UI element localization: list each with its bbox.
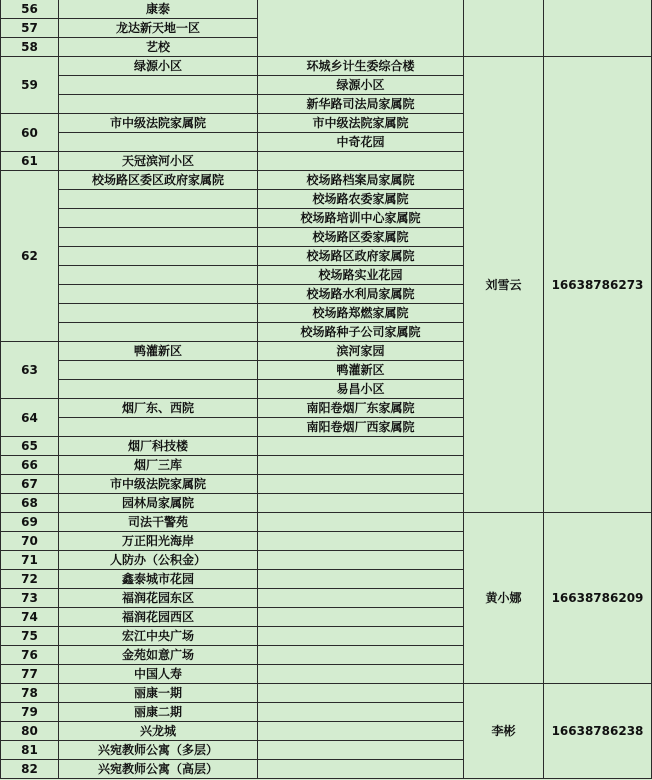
sub-community-name bbox=[258, 741, 464, 760]
sub-community-name bbox=[258, 703, 464, 722]
row-number: 72 bbox=[1, 570, 59, 589]
contact-name: 刘雪云 bbox=[464, 57, 544, 513]
row-number: 61 bbox=[1, 152, 59, 171]
sub-community-name bbox=[258, 0, 464, 57]
sub-community-name: 校场路区政府家属院 bbox=[258, 247, 464, 266]
community-name: 天冠滨河小区 bbox=[59, 152, 258, 171]
community-name: 绿源小区 bbox=[59, 57, 258, 76]
community-name bbox=[59, 209, 258, 228]
sub-community-name: 校场路实业花园 bbox=[258, 266, 464, 285]
table-row bbox=[1, 513, 652, 532]
row-number: 74 bbox=[1, 608, 59, 627]
sub-community-name bbox=[258, 589, 464, 608]
sub-community-name bbox=[258, 513, 464, 532]
sub-community-name: 南阳卷烟厂东家属院 bbox=[258, 399, 464, 418]
contact-phone: 16638786273 bbox=[544, 57, 652, 513]
contact-phone: 16638786238 bbox=[544, 684, 652, 779]
row-number: 64 bbox=[1, 399, 59, 437]
sub-community-name: 绿源小区 bbox=[258, 76, 464, 95]
community-name: 市中级法院家属院 bbox=[59, 114, 258, 133]
sub-community-name: 鸭灌新区 bbox=[258, 361, 464, 380]
community-name bbox=[59, 190, 258, 209]
row-number: 67 bbox=[1, 475, 59, 494]
sub-community-name: 校场路种子公司家属院 bbox=[258, 323, 464, 342]
community-name: 烟厂东、西院 bbox=[59, 399, 258, 418]
community-name bbox=[59, 247, 258, 266]
community-name: 烟厂科技楼 bbox=[59, 437, 258, 456]
community-name: 鑫泰城市花园 bbox=[59, 570, 258, 589]
community-name: 市中级法院家属院 bbox=[59, 475, 258, 494]
sub-community-name bbox=[258, 627, 464, 646]
row-number: 71 bbox=[1, 551, 59, 570]
sub-community-name: 校场路农委家属院 bbox=[258, 190, 464, 209]
sub-community-name bbox=[258, 456, 464, 475]
contact-name bbox=[464, 0, 544, 57]
community-name: 司法干警苑 bbox=[59, 513, 258, 532]
community-name: 康泰 bbox=[59, 0, 258, 19]
contact-name: 黄小娜 bbox=[464, 513, 544, 684]
community-name: 园林局家属院 bbox=[59, 494, 258, 513]
sub-community-name: 中奇花园 bbox=[258, 133, 464, 152]
row-number: 65 bbox=[1, 437, 59, 456]
community-name: 丽康一期 bbox=[59, 684, 258, 703]
row-number: 70 bbox=[1, 532, 59, 551]
row-number: 68 bbox=[1, 494, 59, 513]
community-name: 金苑如意广场 bbox=[59, 646, 258, 665]
community-name: 丽康二期 bbox=[59, 703, 258, 722]
community-name: 兴宛教师公寓（多层） bbox=[59, 741, 258, 760]
community-name bbox=[59, 133, 258, 152]
table-row bbox=[1, 684, 652, 703]
sub-community-name bbox=[258, 665, 464, 684]
row-number: 78 bbox=[1, 684, 59, 703]
sub-community-name: 市中级法院家属院 bbox=[258, 114, 464, 133]
community-name: 人防办（公积金） bbox=[59, 551, 258, 570]
sub-community-name: 校场路档案局家属院 bbox=[258, 171, 464, 190]
community-name bbox=[59, 95, 258, 114]
community-name: 校场路区委区政府家属院 bbox=[59, 171, 258, 190]
community-name: 龙达新天地一区 bbox=[59, 19, 258, 38]
table-row bbox=[1, 0, 652, 19]
row-number: 57 bbox=[1, 19, 59, 38]
sub-community-name: 滨河家园 bbox=[258, 342, 464, 361]
sub-community-name bbox=[258, 570, 464, 589]
community-name bbox=[59, 361, 258, 380]
community-name: 福润花园西区 bbox=[59, 608, 258, 627]
row-number: 73 bbox=[1, 589, 59, 608]
sub-community-name: 校场路区委家属院 bbox=[258, 228, 464, 247]
row-number: 59 bbox=[1, 57, 59, 114]
community-name bbox=[59, 380, 258, 399]
community-name bbox=[59, 228, 258, 247]
sub-community-name: 环城乡计生委综合楼 bbox=[258, 57, 464, 76]
row-number: 56 bbox=[1, 0, 59, 19]
community-name: 福润花园东区 bbox=[59, 589, 258, 608]
community-name bbox=[59, 418, 258, 437]
row-number: 66 bbox=[1, 456, 59, 475]
sub-community-name: 校场路水利局家属院 bbox=[258, 285, 464, 304]
row-number: 76 bbox=[1, 646, 59, 665]
community-name: 中国人寿 bbox=[59, 665, 258, 684]
row-number: 62 bbox=[1, 171, 59, 342]
sub-community-name bbox=[258, 532, 464, 551]
community-name bbox=[59, 76, 258, 95]
sub-community-name bbox=[258, 722, 464, 741]
community-name: 万正阳光海岸 bbox=[59, 532, 258, 551]
sub-community-name bbox=[258, 551, 464, 570]
sub-community-name: 易昌小区 bbox=[258, 380, 464, 399]
community-name bbox=[59, 323, 258, 342]
row-number: 60 bbox=[1, 114, 59, 152]
row-number: 79 bbox=[1, 703, 59, 722]
community-name bbox=[59, 285, 258, 304]
row-number: 63 bbox=[1, 342, 59, 399]
row-number: 81 bbox=[1, 741, 59, 760]
sub-community-name bbox=[258, 608, 464, 627]
row-number: 75 bbox=[1, 627, 59, 646]
community-name: 鸭灌新区 bbox=[59, 342, 258, 361]
contact-phone bbox=[544, 0, 652, 57]
table-row bbox=[1, 57, 652, 76]
community-name bbox=[59, 266, 258, 285]
sub-community-name bbox=[258, 684, 464, 703]
row-number: 69 bbox=[1, 513, 59, 532]
community-name bbox=[59, 304, 258, 323]
sub-community-name: 校场路培训中心家属院 bbox=[258, 209, 464, 228]
row-number: 77 bbox=[1, 665, 59, 684]
sub-community-name: 新华路司法局家属院 bbox=[258, 95, 464, 114]
sub-community-name bbox=[258, 475, 464, 494]
sub-community-name bbox=[258, 646, 464, 665]
sub-community-name: 南阳卷烟厂西家属院 bbox=[258, 418, 464, 437]
sub-community-name bbox=[258, 760, 464, 779]
row-number: 58 bbox=[1, 38, 59, 57]
sub-community-name: 校场路郑燃家属院 bbox=[258, 304, 464, 323]
contact-phone: 16638786209 bbox=[544, 513, 652, 684]
community-name: 兴龙城 bbox=[59, 722, 258, 741]
community-name: 宏江中央广场 bbox=[59, 627, 258, 646]
sub-community-name bbox=[258, 494, 464, 513]
sub-community-name bbox=[258, 152, 464, 171]
row-number: 82 bbox=[1, 760, 59, 779]
community-name: 艺校 bbox=[59, 38, 258, 57]
row-number: 80 bbox=[1, 722, 59, 741]
community-name: 烟厂三库 bbox=[59, 456, 258, 475]
contact-name: 李彬 bbox=[464, 684, 544, 779]
community-name: 兴宛教师公寓（高层） bbox=[59, 760, 258, 779]
sub-community-name bbox=[258, 437, 464, 456]
